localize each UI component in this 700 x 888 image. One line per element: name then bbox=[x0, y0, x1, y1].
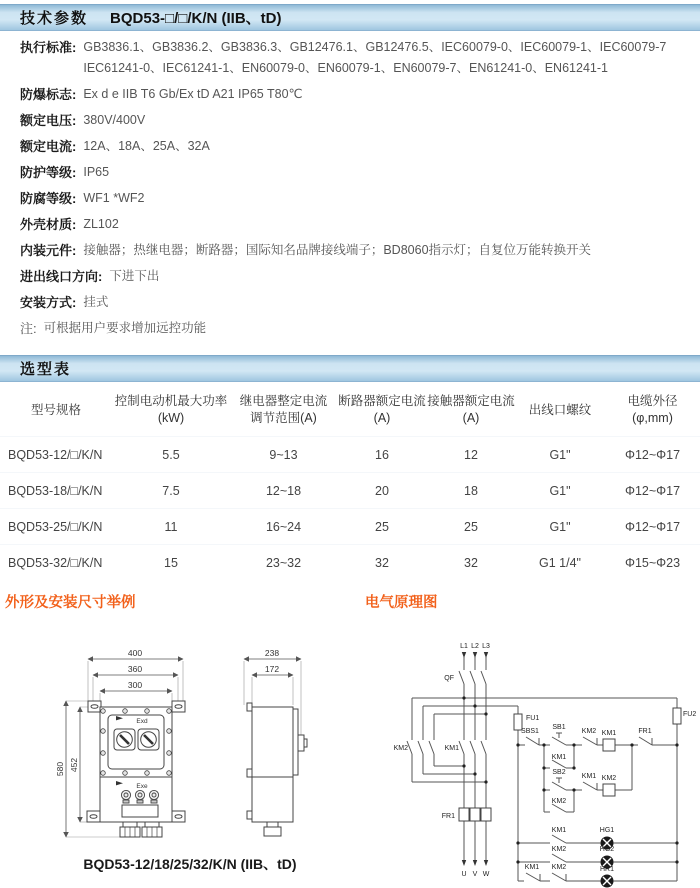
cell-contactor: 32 bbox=[464, 555, 478, 570]
cell-model: BQD53-32/□/K/N bbox=[8, 555, 103, 570]
param-label: 外壳材质: bbox=[20, 217, 77, 232]
param-label: 执行标准: bbox=[20, 40, 77, 55]
param-value: 380V/400V bbox=[83, 113, 146, 127]
table-row bbox=[0, 508, 700, 544]
selection-table-title: 选型表 bbox=[20, 361, 72, 378]
param-row-cable-direction bbox=[20, 266, 688, 287]
param-value: 下进下出 bbox=[109, 269, 160, 283]
drawing-caption: BQD53-12/18/25/32/K/N (IIB、tD) bbox=[83, 856, 297, 872]
param-value: Ex d e IIB T6 Gb/Ex tD A21 IP65 T80℃ bbox=[83, 87, 303, 101]
schematic-wires bbox=[407, 652, 677, 881]
param-label: 进出线口方向: bbox=[20, 269, 103, 284]
col-header-contactor-current: 接触器额定电流 (A) bbox=[427, 394, 515, 425]
param-label: 安装方式: bbox=[20, 295, 77, 310]
schematic-label-l1: L1 bbox=[460, 643, 468, 650]
param-value: 12A、18A、25A、32A bbox=[83, 139, 210, 153]
col-header-model: 型号规格 bbox=[30, 402, 81, 417]
overload-fr1 bbox=[481, 808, 491, 821]
coil-km2 bbox=[603, 784, 615, 796]
schematic-label-km2-hold: KM2 bbox=[551, 798, 567, 805]
param-value: 接触器；热继电器；断路器；国际知名品牌接线端子；BD8060指示灯；自复位万能转换开关 bbox=[83, 243, 592, 257]
schematic-label-sb2: SB2 bbox=[552, 769, 566, 776]
cell-relay: 9~13 bbox=[269, 447, 298, 462]
side-tab bbox=[247, 769, 252, 777]
dim-580-label: 580 bbox=[55, 761, 65, 777]
selection-table bbox=[0, 384, 700, 580]
indicator-lamps bbox=[121, 790, 158, 803]
table-row bbox=[0, 544, 700, 580]
side-gland bbox=[264, 827, 281, 836]
cell-power: 15 bbox=[164, 555, 178, 570]
side-view-enclosure bbox=[247, 703, 307, 836]
cell-thread: G1" bbox=[549, 483, 571, 498]
schematic-label-km1-main: KM1 bbox=[444, 745, 459, 752]
fuse-fu2 bbox=[673, 708, 681, 724]
cell-breaker: 16 bbox=[375, 447, 389, 462]
nameplate bbox=[122, 805, 158, 817]
param-value bbox=[83, 37, 666, 79]
schematic-label-km1-hold: KM1 bbox=[551, 754, 567, 761]
schematic-label-l3: L3 bbox=[482, 643, 490, 650]
cell-cable: Φ15~Φ23 bbox=[624, 555, 681, 570]
param-row-standards bbox=[20, 37, 688, 79]
param-row-ip bbox=[20, 162, 688, 183]
tech-params-model-code: BQD53-□/□/K/N (IIB、tD) bbox=[110, 10, 282, 27]
tech-params-list bbox=[20, 37, 688, 344]
cell-model: BQD53-25/□/K/N bbox=[8, 519, 103, 534]
param-value: 可根据用户要求增加远控功能 bbox=[43, 321, 207, 335]
param-label: 防腐等级: bbox=[20, 191, 77, 206]
bracket-slot bbox=[90, 815, 97, 819]
overload-fr1 bbox=[470, 808, 480, 821]
cell-power: 11 bbox=[164, 519, 178, 534]
tech-params-title: 技术参数 bbox=[20, 10, 89, 27]
cell-contactor: 12 bbox=[464, 447, 478, 462]
cell-breaker: 32 bbox=[375, 555, 389, 570]
schematic-label-fu2: FU2 bbox=[683, 711, 697, 718]
schematic-components bbox=[459, 708, 681, 821]
exd-mark: Exd bbox=[136, 718, 148, 725]
side-handle-knob bbox=[304, 739, 307, 747]
tech-params-header-bar bbox=[0, 4, 700, 31]
param-row-mounting bbox=[20, 292, 688, 313]
side-tab bbox=[247, 811, 252, 819]
electrical-schematic bbox=[392, 638, 698, 888]
cell-cable: Φ12~Φ17 bbox=[624, 483, 681, 498]
schematic-label-km1-hg1: KM1 bbox=[551, 827, 567, 834]
cell-breaker: 20 bbox=[375, 483, 389, 498]
gland-ribs bbox=[125, 827, 157, 837]
col-header-cable-od: 电缆外径 (φ,mm) bbox=[627, 394, 678, 425]
cell-model: BQD53-12/□/K/N bbox=[8, 447, 103, 462]
param-label: 额定电压: bbox=[20, 113, 77, 128]
cell-relay: 23~32 bbox=[265, 555, 302, 570]
table-row bbox=[0, 472, 700, 508]
cell-power: 5.5 bbox=[162, 447, 180, 462]
junction-dots bbox=[462, 696, 678, 863]
side-handle bbox=[298, 735, 304, 751]
overload-fr1 bbox=[459, 808, 469, 821]
schematic-label-v: V bbox=[472, 871, 478, 878]
schematic-label-w: W bbox=[482, 871, 490, 878]
selection-table-head bbox=[0, 384, 700, 436]
coil-km1 bbox=[603, 739, 615, 751]
schematic-label-km1-interlock: KM1 bbox=[581, 773, 597, 780]
param-label: 注: bbox=[20, 321, 37, 336]
dimensions-section-title: 外形及安装尺寸举例 bbox=[5, 595, 136, 611]
side-body bbox=[252, 707, 293, 822]
dimension-drawing bbox=[30, 645, 360, 845]
side-tab bbox=[247, 703, 252, 711]
selection-table-header-bar bbox=[0, 355, 700, 382]
param-row-exmark bbox=[20, 84, 688, 105]
schematic-label-qf: QF bbox=[444, 675, 454, 682]
cell-contactor: 25 bbox=[464, 519, 478, 534]
dim-400-label: 400 bbox=[127, 648, 143, 658]
indicator-lamps bbox=[601, 837, 614, 888]
schematic-label-km2-interlock: KM2 bbox=[581, 728, 597, 735]
cell-breaker: 25 bbox=[375, 519, 389, 534]
cell-relay: 12~18 bbox=[265, 483, 302, 498]
param-value: WF1 *WF2 bbox=[83, 191, 145, 205]
cell-model: BQD53-18/□/K/N bbox=[8, 483, 103, 498]
bracket-slot bbox=[91, 705, 98, 709]
param-label: 额定电流: bbox=[20, 139, 77, 154]
param-row-current bbox=[20, 136, 688, 157]
schematic-section-title: 电气原理图 bbox=[365, 595, 438, 611]
schematic-label-fr1-main: FR1 bbox=[441, 813, 455, 820]
param-row-material bbox=[20, 214, 688, 235]
cell-thread: G1" bbox=[549, 519, 571, 534]
param-value: 挂式 bbox=[83, 295, 109, 309]
col-header-motor-power: 控制电动机最大功率 (kW) bbox=[114, 394, 228, 425]
schematic-label-hg2: HG2 bbox=[599, 846, 615, 853]
bracket-slot bbox=[175, 705, 182, 709]
schematic-label-km2-hg2: KM2 bbox=[551, 846, 567, 853]
param-label: 防爆标志: bbox=[20, 87, 77, 102]
cell-relay: 16~24 bbox=[265, 519, 302, 534]
schematic-label-km1-hr1: KM1 bbox=[524, 864, 540, 871]
param-row-note bbox=[20, 318, 688, 339]
schematic-label-hg1: HG1 bbox=[599, 827, 615, 834]
param-label: 防护等级: bbox=[20, 165, 77, 180]
schematic-label-l2: L2 bbox=[471, 643, 479, 650]
cell-power: 7.5 bbox=[162, 483, 180, 498]
schematic-block bbox=[392, 638, 698, 888]
param-label: 内装元件: bbox=[20, 243, 77, 258]
param-value-line2: IEC61241-0、IEC61241-1、EN60079-0、EN60079-1、EN60079-7、EN61241-0、EN61241-1 bbox=[83, 61, 608, 75]
cell-thread: G1 1/4" bbox=[539, 555, 581, 570]
cell-cable: Φ12~Φ17 bbox=[624, 447, 681, 462]
schematic-label-km2-main: KM2 bbox=[393, 745, 408, 752]
param-value: ZL102 bbox=[83, 217, 119, 231]
schematic-label-fu1: FU1 bbox=[526, 715, 540, 722]
side-cover-plate bbox=[293, 709, 298, 775]
dim-452-label: 452 bbox=[69, 757, 79, 773]
schematic-label-sb1: SB1 bbox=[552, 724, 566, 731]
dim-360-label: 360 bbox=[127, 664, 143, 674]
exe-mark: Exe bbox=[136, 783, 148, 790]
schematic-label-hr1: HR1 bbox=[599, 866, 615, 873]
dim-300-label: 300 bbox=[127, 680, 143, 690]
schematic-label-fr1-contact: FR1 bbox=[638, 728, 652, 735]
param-row-wf bbox=[20, 188, 688, 209]
schematic-label-km1-coil: KM1 bbox=[601, 730, 617, 737]
cable-gland-neck bbox=[123, 822, 137, 827]
schematic-label-u: U bbox=[461, 871, 467, 878]
table-row bbox=[0, 436, 700, 472]
schematic-label-km2-coil: KM2 bbox=[601, 775, 617, 782]
cell-thread: G1" bbox=[549, 447, 571, 462]
schematic-label-km2-hr1: KM2 bbox=[551, 864, 567, 871]
dimension-drawing-block bbox=[30, 645, 360, 874]
side-gland-neck bbox=[267, 822, 278, 827]
dim-172-label: 172 bbox=[264, 664, 280, 674]
cell-cable: Φ12~Φ17 bbox=[624, 519, 681, 534]
dim-238-label: 238 bbox=[264, 648, 280, 658]
param-row-voltage bbox=[20, 110, 688, 131]
bracket-slot bbox=[175, 815, 182, 819]
schematic-label-sbs1: SBS1 bbox=[521, 728, 539, 735]
col-header-relay-range: 继电器整定电流 调节范围(A) bbox=[239, 394, 328, 425]
cable-gland-neck bbox=[145, 822, 159, 827]
param-row-components bbox=[20, 240, 688, 261]
param-value: IP65 bbox=[83, 165, 110, 179]
col-header-breaker-current: 断路器额定电流 (A) bbox=[338, 394, 426, 425]
param-value-line1: GB3836.1、GB3836.2、GB3836.3、GB12476.1、GB12476.5、IEC60079-0、IEC60079-1、IEC60079-7 bbox=[83, 40, 667, 54]
col-header-thread: 出线口螺纹 bbox=[528, 402, 592, 417]
cell-contactor: 18 bbox=[464, 483, 478, 498]
